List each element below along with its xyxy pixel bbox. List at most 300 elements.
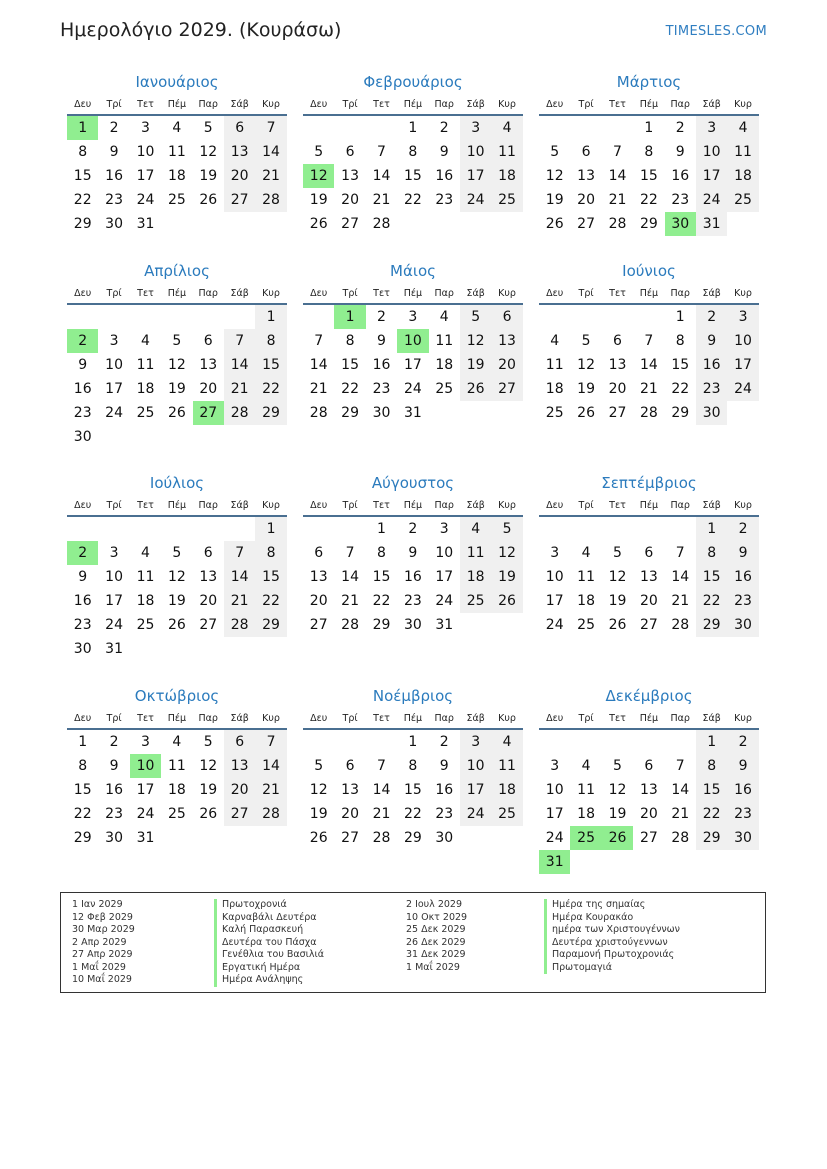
empty-cell — [665, 517, 696, 541]
day-cell: 30 — [696, 401, 727, 425]
empty-cell — [98, 517, 129, 541]
legend-date: 27 Απρ 2029 — [72, 949, 133, 960]
empty-cell — [98, 425, 129, 449]
day-cell: 25 — [435, 381, 454, 397]
empty-cell — [429, 212, 460, 236]
empty-cell — [727, 212, 758, 236]
weekday-label: Τετ — [609, 713, 626, 724]
day-cell: 27 — [577, 216, 595, 232]
day-cell: 21 — [372, 806, 391, 822]
day-cell: 6 — [613, 333, 622, 349]
day-cell: 13 — [341, 782, 359, 798]
weekday-header — [303, 497, 523, 517]
day-cell: 25 — [167, 192, 186, 208]
weekday-header — [303, 710, 523, 730]
weekday-label: Δευ — [310, 288, 328, 299]
day-cell: 18 — [136, 593, 155, 609]
day-cell: 24 — [136, 192, 155, 208]
legend-date: 12 Φεβ 2029 — [72, 911, 133, 923]
day-cell: 15 — [403, 782, 422, 798]
day-cell: 28 — [671, 830, 690, 846]
legend-date: 2 Απρ 2029 — [72, 936, 127, 948]
month-name: Νοέμβριος — [372, 687, 454, 705]
day-cell: 17 — [460, 778, 491, 802]
day-cell: 26 — [608, 617, 627, 633]
day-grid — [303, 730, 523, 850]
day-cell: 9 — [408, 545, 418, 561]
month-block — [539, 686, 759, 874]
day-cell: 2 — [727, 730, 758, 754]
weekday-label: Κυρ — [262, 99, 280, 110]
empty-cell — [303, 305, 334, 329]
weekday-label: Πέμ — [403, 500, 423, 511]
day-cell: 22 — [403, 806, 422, 822]
day-cell: 28 — [341, 617, 359, 633]
day-cell: 18 — [577, 806, 595, 822]
day-cell: 20 — [309, 593, 328, 609]
day-cell: 25 — [136, 617, 155, 633]
empty-cell — [303, 116, 334, 140]
empty-cell — [570, 850, 601, 874]
day-cell: 12 — [167, 357, 186, 373]
legend-holiday-name: Πρωτοχρονιά — [214, 899, 324, 912]
weekday-label: Δευ — [546, 713, 564, 724]
day-cell: 30 — [435, 830, 454, 846]
day-cell: 22 — [73, 192, 92, 208]
day-cell: 13 — [639, 569, 658, 585]
day-cell: 11 — [167, 144, 186, 160]
day-cell: 13 — [341, 168, 359, 184]
day-cell: 10 — [105, 357, 123, 373]
weekday-label: Τετ — [137, 713, 154, 724]
legend-date: 25 Δεκ 2029 — [406, 924, 466, 935]
weekday-label: Τετ — [609, 99, 626, 110]
day-cell: 15 — [255, 353, 286, 377]
weekday-label: Κυρ — [498, 288, 516, 299]
weekday-label: Τρί — [342, 713, 358, 724]
day-cell: 17 — [696, 164, 727, 188]
day-cell: 19 — [608, 806, 627, 822]
day-cell: 1 — [78, 734, 88, 750]
day-cell: 7 — [644, 333, 654, 349]
empty-cell — [193, 425, 224, 449]
empty-cell — [193, 826, 224, 850]
day-cell: 23 — [403, 593, 422, 609]
day-grid — [67, 116, 287, 236]
day-cell: 30 — [727, 613, 758, 637]
day-cell: 15 — [341, 357, 359, 373]
day-cell: 10 — [130, 754, 161, 778]
day-grid — [303, 305, 523, 425]
legend-date: 10 Οκτ 2029 — [406, 911, 468, 923]
empty-cell — [161, 212, 192, 236]
weekday-label: Κυρ — [262, 288, 280, 299]
day-cell: 14 — [671, 782, 690, 798]
weekday-label: Τετ — [137, 288, 154, 299]
empty-cell — [224, 212, 255, 236]
day-cell: 2 — [377, 309, 386, 325]
day-cell: 16 — [105, 782, 123, 798]
day-grid — [303, 116, 523, 236]
day-grid — [67, 730, 287, 850]
day-cell: 12 — [167, 569, 186, 585]
day-cell: 8 — [644, 144, 654, 160]
day-cell: 17 — [105, 381, 123, 397]
day-cell: 11 — [136, 569, 155, 585]
month-name: Ιανουάριος — [135, 73, 219, 91]
empty-cell — [193, 637, 224, 661]
day-cell: 7 — [613, 144, 622, 160]
day-cell: 20 — [491, 353, 522, 377]
weekday-header — [539, 96, 759, 116]
day-cell: 1 — [255, 305, 286, 329]
empty-cell — [366, 730, 397, 754]
day-cell: 13 — [199, 357, 218, 373]
day-cell: 14 — [224, 565, 255, 589]
day-cell: 10 — [545, 569, 564, 585]
day-cell: 11 — [491, 140, 522, 164]
day-cell: 26 — [167, 617, 186, 633]
empty-cell — [255, 425, 286, 449]
weekday-label: Τετ — [137, 500, 154, 511]
day-cell: 21 — [671, 806, 690, 822]
day-cell: 9 — [439, 144, 449, 160]
legend-holiday-name: Δευτέρα του Πάσχα — [214, 937, 324, 950]
day-cell: 2 — [675, 120, 685, 136]
day-cell: 10 — [435, 545, 454, 561]
day-cell: 28 — [309, 405, 328, 421]
weekday-label: Παρ — [198, 288, 218, 299]
day-cell: 9 — [78, 357, 88, 373]
weekday-label: Δευ — [310, 99, 328, 110]
day-cell: 18 — [167, 782, 186, 798]
day-cell: 30 — [403, 617, 422, 633]
weekday-label: Σάβ — [230, 713, 249, 724]
day-cell: 27 — [341, 830, 359, 846]
day-cell: 19 — [167, 381, 186, 397]
day-cell: 11 — [491, 754, 522, 778]
legend-date: 1 Μαΐ 2029 — [72, 961, 126, 973]
empty-cell — [130, 637, 161, 661]
day-cell: 18 — [491, 778, 522, 802]
empty-cell — [602, 850, 633, 874]
day-cell: 23 — [105, 806, 123, 822]
day-cell: 19 — [199, 168, 218, 184]
day-cell: 16 — [73, 381, 92, 397]
day-cell: 10 — [696, 140, 727, 164]
day-cell: 27 — [309, 617, 328, 633]
weekday-label: Πέμ — [639, 713, 659, 724]
day-cell: 29 — [255, 613, 286, 637]
weekday-label: Σάβ — [702, 99, 721, 110]
month-name: Φεβρουάριος — [363, 73, 463, 91]
weekday-label: Σάβ — [702, 713, 721, 724]
weekday-label: Τετ — [609, 500, 626, 511]
empty-cell — [161, 517, 192, 541]
empty-cell — [696, 850, 727, 874]
empty-cell — [161, 826, 192, 850]
legend-date: 26 Δεκ 2029 — [406, 936, 466, 948]
empty-cell — [193, 212, 224, 236]
day-cell: 10 — [105, 569, 123, 585]
empty-cell — [460, 401, 491, 425]
day-cell: 21 — [608, 192, 627, 208]
day-cell: 14 — [372, 782, 391, 798]
empty-cell — [334, 116, 365, 140]
day-cell: 23 — [696, 377, 727, 401]
weekday-label: Δευ — [74, 288, 92, 299]
day-cell: 9 — [696, 329, 727, 353]
day-cell: 21 — [309, 381, 328, 397]
month-name: Οκτώβριος — [134, 687, 220, 705]
empty-cell — [224, 305, 255, 329]
day-cell: 5 — [314, 144, 324, 160]
day-cell: 1 — [696, 517, 727, 541]
weekday-label: Παρ — [198, 99, 218, 110]
legend-holiday-name: Ημέρα Κουρακάο — [544, 912, 680, 925]
day-cell: 22 — [255, 589, 286, 613]
weekday-label: Παρ — [434, 99, 454, 110]
day-cell: 22 — [403, 192, 422, 208]
day-cell: 17 — [460, 164, 491, 188]
day-cell: 11 — [577, 569, 595, 585]
day-cell: 1 — [334, 305, 365, 329]
day-cell: 21 — [341, 593, 359, 609]
day-cell: 30 — [372, 405, 391, 421]
weekday-label: Σάβ — [466, 288, 485, 299]
day-cell: 20 — [341, 806, 359, 822]
day-cell: 26 — [199, 192, 218, 208]
day-cell: 28 — [255, 188, 286, 212]
month-name: Σεπτέμβριος — [601, 474, 697, 492]
empty-cell — [224, 637, 255, 661]
day-cell: 22 — [696, 589, 727, 613]
day-cell: 14 — [341, 569, 359, 585]
day-cell: 15 — [372, 569, 391, 585]
day-cell: 19 — [309, 192, 328, 208]
legend-holiday-name: Γενέθλια του Βασιλιά — [214, 949, 324, 962]
day-cell: 13 — [224, 140, 255, 164]
day-cell: 6 — [224, 730, 255, 754]
day-cell: 21 — [372, 192, 391, 208]
day-cell: 9 — [78, 569, 88, 585]
day-cell: 25 — [460, 589, 491, 613]
day-cell: 8 — [345, 333, 355, 349]
weekday-label: Σάβ — [466, 713, 485, 724]
empty-cell — [397, 212, 428, 236]
day-cell: 19 — [199, 782, 218, 798]
day-cell: 6 — [314, 545, 324, 561]
legend-date: 1 Ιαν 2029 — [72, 899, 123, 910]
day-cell: 14 — [224, 353, 255, 377]
day-cell: 20 — [341, 192, 359, 208]
day-cell: 27 — [639, 830, 658, 846]
empty-cell — [130, 305, 161, 329]
empty-cell — [665, 730, 696, 754]
day-cell: 5 — [314, 758, 324, 774]
day-cell: 20 — [639, 806, 658, 822]
day-cell: 12 — [460, 329, 491, 353]
day-cell: 9 — [439, 758, 449, 774]
empty-cell — [539, 305, 570, 329]
day-cell: 1 — [377, 521, 386, 537]
empty-cell — [161, 425, 192, 449]
day-cell: 25 — [491, 802, 522, 826]
empty-cell — [491, 212, 522, 236]
day-cell: 9 — [109, 758, 119, 774]
empty-cell — [303, 730, 334, 754]
weekday-label: Πέμ — [403, 288, 423, 299]
day-cell: 11 — [545, 357, 564, 373]
day-cell: 3 — [109, 545, 119, 561]
day-cell: 30 — [105, 830, 123, 846]
empty-cell — [633, 850, 664, 874]
empty-cell — [602, 305, 633, 329]
day-cell: 28 — [224, 613, 255, 637]
day-cell: 7 — [255, 116, 286, 140]
legend-dates-left — [72, 899, 135, 987]
day-cell: 25 — [136, 405, 155, 421]
month-block — [67, 72, 287, 236]
weekday-label: Τρί — [106, 99, 122, 110]
day-cell: 4 — [439, 309, 449, 325]
empty-cell — [224, 826, 255, 850]
day-cell: 7 — [377, 758, 386, 774]
day-cell: 15 — [73, 782, 92, 798]
day-cell: 16 — [727, 565, 758, 589]
month-block — [539, 473, 759, 637]
day-cell: 26 — [491, 589, 522, 613]
day-cell: 28 — [372, 216, 391, 232]
day-cell: 17 — [105, 593, 123, 609]
day-cell: 24 — [460, 188, 491, 212]
weekday-header — [539, 710, 759, 730]
weekday-label: Δευ — [546, 99, 564, 110]
empty-cell — [429, 401, 460, 425]
month-block — [303, 686, 523, 850]
day-cell: 16 — [372, 357, 391, 373]
day-cell: 4 — [727, 116, 758, 140]
weekday-label: Δευ — [310, 500, 328, 511]
day-cell: 1 — [255, 517, 286, 541]
page-title: Ημερολόγιο 2029. (Κουράσω) — [60, 19, 342, 41]
day-cell: 8 — [377, 545, 386, 561]
day-cell: 19 — [491, 565, 522, 589]
day-cell: 24 — [727, 377, 758, 401]
day-cell: 29 — [341, 405, 359, 421]
month-name: Ιούλιος — [149, 474, 205, 492]
empty-cell — [67, 305, 98, 329]
day-cell: 15 — [73, 168, 92, 184]
weekday-label: Σάβ — [466, 99, 485, 110]
day-cell: 2 — [109, 120, 119, 136]
day-cell: 3 — [439, 521, 449, 537]
weekday-label: Δευ — [546, 288, 564, 299]
day-cell: 26 — [602, 826, 633, 850]
legend-names-left — [214, 899, 324, 987]
day-cell: 29 — [403, 830, 422, 846]
day-cell: 7 — [377, 144, 386, 160]
day-cell: 29 — [372, 617, 391, 633]
weekday-label: Κυρ — [734, 99, 752, 110]
day-cell: 6 — [224, 116, 255, 140]
day-cell: 16 — [403, 569, 422, 585]
day-cell: 28 — [671, 617, 690, 633]
brand-link[interactable]: TIMESLES.COM — [665, 24, 767, 39]
empty-cell — [727, 850, 758, 874]
day-cell: 26 — [577, 405, 595, 421]
empty-cell — [570, 730, 601, 754]
legend-holiday-name: ημέρα των Χριστουγέννων — [544, 924, 680, 937]
weekday-label: Κυρ — [262, 500, 280, 511]
day-cell: 9 — [377, 333, 386, 349]
weekday-label: Παρ — [434, 288, 454, 299]
day-cell: 24 — [136, 806, 155, 822]
day-cell: 19 — [608, 593, 627, 609]
day-cell: 7 — [224, 541, 255, 565]
day-cell: 24 — [435, 593, 454, 609]
day-cell: 5 — [613, 545, 622, 561]
day-cell: 2 — [408, 521, 418, 537]
day-cell: 4 — [141, 545, 150, 561]
day-cell: 14 — [372, 168, 391, 184]
day-cell: 8 — [408, 758, 418, 774]
day-cell: 6 — [345, 758, 355, 774]
day-cell: 25 — [577, 617, 595, 633]
day-cell: 31 — [136, 830, 155, 846]
month-name: Μάιος — [390, 262, 436, 280]
day-cell: 27 — [491, 377, 522, 401]
day-cell: 5 — [491, 517, 522, 541]
day-cell: 26 — [167, 405, 186, 421]
empty-cell — [130, 425, 161, 449]
day-cell: 19 — [167, 593, 186, 609]
day-cell: 4 — [581, 545, 591, 561]
legend-holiday-name: Εργατική Ημέρα — [214, 962, 324, 975]
weekday-label: Παρ — [670, 713, 690, 724]
day-cell: 20 — [608, 381, 627, 397]
day-cell: 27 — [224, 802, 255, 826]
day-cell: 3 — [141, 120, 150, 136]
day-cell: 24 — [460, 802, 491, 826]
day-grid — [303, 517, 523, 637]
weekday-label: Τρί — [578, 713, 594, 724]
legend-holiday-name: Ημέρα της σημαίας — [544, 899, 680, 912]
day-cell: 18 — [460, 565, 491, 589]
weekday-header — [539, 497, 759, 517]
day-cell: 29 — [255, 401, 286, 425]
day-grid — [539, 730, 759, 874]
day-cell: 4 — [491, 116, 522, 140]
month-block — [539, 72, 759, 236]
day-cell: 22 — [372, 593, 391, 609]
day-cell: 22 — [73, 806, 92, 822]
day-cell: 13 — [199, 569, 218, 585]
weekday-label: Κυρ — [262, 713, 280, 724]
day-cell: 2 — [439, 734, 449, 750]
day-cell: 18 — [545, 381, 564, 397]
weekday-label: Σάβ — [466, 500, 485, 511]
day-cell: 12 — [608, 782, 627, 798]
empty-cell — [193, 305, 224, 329]
day-cell: 20 — [224, 778, 255, 802]
day-cell: 5 — [172, 545, 182, 561]
day-cell: 20 — [199, 593, 218, 609]
day-cell: 27 — [224, 188, 255, 212]
legend-holiday-name: Καρναβάλι Δευτέρα — [214, 912, 324, 925]
day-cell: 3 — [727, 305, 758, 329]
empty-cell — [303, 517, 334, 541]
